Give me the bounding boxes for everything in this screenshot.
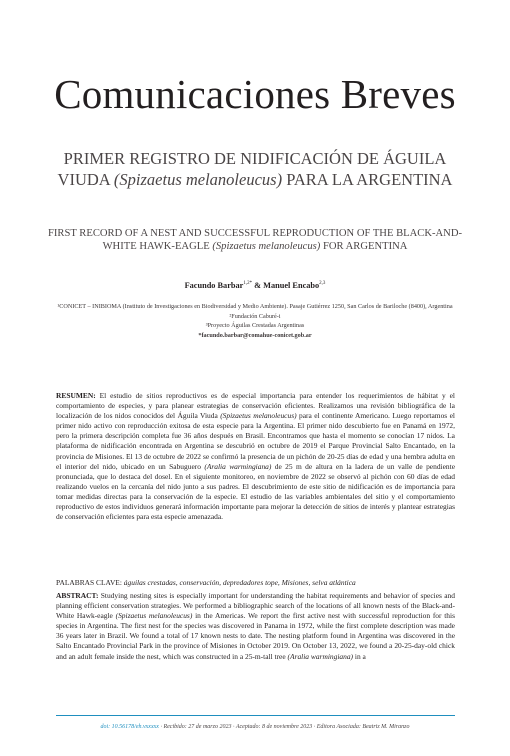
resumen-species-2: (Aralia warmingiana): [204, 461, 272, 471]
author-2-affiliation: 2,3: [319, 281, 326, 287]
footer-divider: [56, 715, 455, 716]
abstract-text-3: in a: [353, 651, 366, 661]
article-title-spanish: [40, 148, 470, 190]
abstract-species-1: (Spizaetus melanoleucus): [115, 611, 193, 621]
author-line: [0, 281, 510, 290]
footer: [0, 724, 510, 730]
abstract-paragraph: [56, 591, 455, 662]
affiliations: [55, 302, 455, 340]
title-en-part2: FOR ARGENTINA: [320, 241, 408, 252]
resumen-label: RESUMEN:: [56, 391, 96, 400]
abstract-species-2: (Aralia warmingiana): [287, 651, 354, 661]
affiliation-1: ¹CONICET – INIBIOMA (Instituto de Investigaciones en Biodiversidad y Medio Ambiente). Pasaje Gutiérrez 1250, San Carlos de Bariloche (8400), Argentina: [57, 303, 453, 310]
footer-info: · Recibido: 27 de marzo 2023 · Aceptado: 8 de noviembre 2023 · Editora Asociada: Beatriz M. Miranzo: [158, 724, 410, 730]
resumen-text-2: para el continente Americano. Luego reportamos el primer nido activo con reproducción exitosa de esta especie para la Argentina. El primer nido descubierto fue en Panamá en 1972, pero la primera descripción completa fue 36 años después en Brasil. Encontramos que hasta el momento se conocían 17 nidos. La plataforma de nidificación encontrada en Argentina se descubrió en octubre de 2019 el Parque Provincial Salto Encantado, en la provincia de Misiones. El 13 de octubre de 2022 se confirmó la presencia de un pichón de 20-25 días de edad y una hembra adulta en el interior del nido, ubicado en un Sabuguero: [56, 411, 455, 471]
affiliation-3: ³Proyecto Águilas Crestadas Argentinas: [205, 322, 305, 330]
title-en-species: (Spizaetus melanoleucus): [212, 241, 321, 252]
keywords-es: [56, 578, 455, 588]
author-separator: &: [252, 281, 264, 290]
author-1-affiliation: 1,2*: [243, 281, 253, 287]
author-1: Facundo Barbar: [184, 281, 244, 290]
title-es-part1: PRIMER REGISTRO DE NIDIFICACIÓN DE ÁGUILA VIUDA: [57, 149, 447, 189]
resumen-species-1: (Spizaetus melanoleucus): [220, 411, 297, 421]
title-es-part2: PARA LA ARGENTINA: [282, 170, 453, 189]
keywords-es-text: águilas crestadas, conservación, depredadores tope, Misiones, selva atlántica: [121, 578, 356, 587]
title-es-species: (Spizaetus melanoleucus): [113, 170, 283, 189]
keywords-es-label: PALABRAS CLAVE:: [56, 578, 122, 587]
abstract-label: ABSTRACT:: [56, 591, 99, 600]
article-title-english: [40, 227, 470, 253]
affiliation-2: ²Fundación Caburé-i: [229, 312, 281, 320]
corresponding-email: *facundo.barbar@comahue-conicet.gob.ar: [198, 331, 312, 339]
resumen-text-1: El estudio de sitios reproductivos es de especial importancia para entender los requerimientos de hábitat y el comportamiento de especies, y para planear estrategias de conservación eficientes. Realizamos una revisión bibliográfica de la localización de los nidos conocidos del Águila Viuda: [56, 391, 455, 421]
abstract-text-2: in the Americas. We report the first active nest with successful reproduction for this species in Argentina. The first nest for the species was discovered in Panama in 1972, while the first complete description was made 36 years later in Brazil. We found a total of 17 known nests to date. The nesting platform found in Argentina was discovered in the Salto Encantado Provincial Park in the province of Misiones in October 2019. On October 13, 2022, we found a 20-25-day-old chick and an adult female inside the nest, which was constructed in a 25-m-tall tree: [56, 611, 455, 661]
doi-link[interactable]: doi: 10.56178/eh.vxxxxx: [100, 724, 159, 730]
resumen-paragraph: [56, 391, 455, 522]
author-2: Manuel Encabo: [263, 281, 320, 290]
resumen-text-3: de 25 m de altura en la ladera de un valle de pendiente pronunciada, que lo destaca del dosel. En el siguiente monitoreo, en noviembre de 2022 se observó al pichón con 60 días de edad realizando vuelos en la cercanía del nido junto a sus padres. El descubrimiento de este sitio de nidificación es de importancia para tomar medidas directas para la conservación de la especie. El estudio de las variables ambientales del sitio y el comportamiento reproductivo de estos individuos generará información importante para mejorar la detección de sitios de interés y plantear estrategias de conservación eficientes para esta especie amenazada.: [56, 461, 455, 522]
abstract-text-1: Studying nesting sites is especially important for understanding the habitat requirements and behavior of species and planning efficient conservation strategies. We performed a bibliographic search of the locations of all known nests of the Black-and-White Hawk-eagle: [56, 591, 455, 621]
section-title: Comunicaciones Breves: [54, 71, 456, 117]
title-en-part1: FIRST RECORD OF A NEST AND SUCCESSFUL REPRODUCTION OF THE BLACK-AND-WHITE HAWK-EAGLE: [47, 228, 462, 252]
